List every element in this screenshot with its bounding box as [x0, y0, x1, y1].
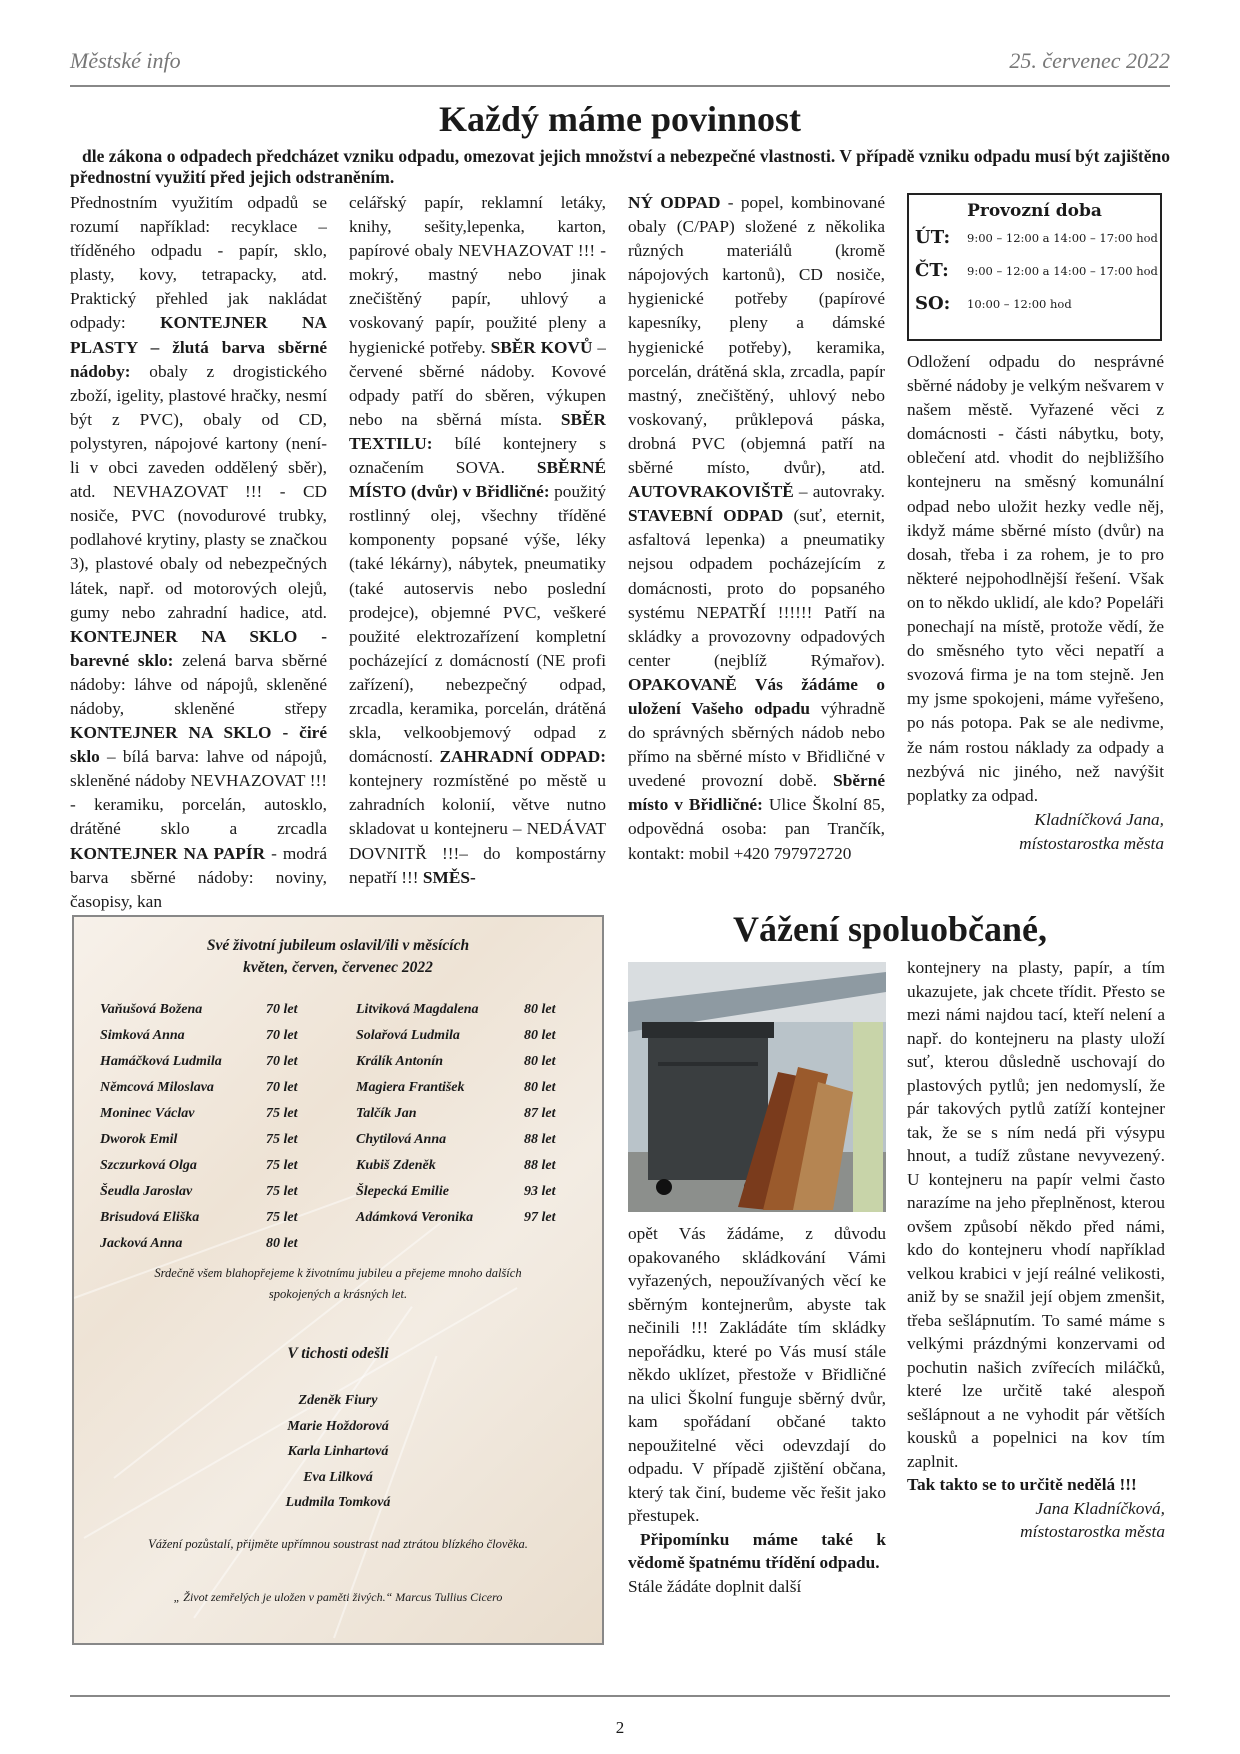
opening-hours-box: [907, 193, 1162, 341]
bold-run: OPAKOVANĚ Vás žádáme o uložení Vašeho odpadu: [628, 674, 885, 718]
jubilee-box: [72, 915, 604, 1645]
bold-run: KONTEJNER NA PAPÍR: [70, 843, 266, 863]
jubilant-name: Kubiš Zdeněk: [356, 1158, 436, 1173]
paragraph: [349, 191, 606, 890]
hours-day: SO:: [915, 293, 951, 314]
article-column-1: [70, 191, 327, 914]
bold-run: STAVEBNÍ ODPAD: [628, 506, 784, 526]
text-run: Ulice Školní 85, odpovědná osoba: pan Trančík, kontakt: mobil +420 797972720: [628, 795, 885, 863]
article-column-3: [628, 191, 885, 866]
article-signature-role: místostarostka města: [1019, 833, 1164, 853]
jubilee-row: [100, 1153, 580, 1179]
jubilant-name: Simková Anna: [100, 1028, 185, 1043]
jubilant-name: Magiera František: [356, 1080, 465, 1095]
paragraph: [628, 1222, 886, 1528]
jubilant-name: Chytilová Anna: [356, 1132, 447, 1147]
bold-run: AUTOVRAKOVIŠTĚ: [628, 482, 794, 502]
jubilant-age: 70 let: [266, 1028, 298, 1043]
text-run: bílé kontejnery s označením SOVA.: [349, 433, 606, 478]
article-signature-name: Kladníčková Jana,: [1034, 809, 1164, 829]
text-run: – červené sběrné nádoby. Kovové odpady patří do sběren, výkupen nebo na sběrná místa.: [349, 337, 606, 429]
deceased-name: Marie Hoždorová: [287, 1418, 389, 1434]
text-run: – bílá barva: lahve od nápojů, skleněné nádoby NEVHAZOVAT !!! - keramiku, porcelán, autosklo, drátěné sklo a zrcadla: [70, 747, 327, 839]
jubilant-age: 80 let: [524, 1054, 556, 1069]
jubilee-row: [100, 997, 580, 1023]
jubilant-name: Brisudová Eliška: [100, 1210, 200, 1225]
hours-day: ČT:: [915, 260, 949, 281]
article-column-4: [907, 350, 1164, 856]
header-publication: Městské info: [70, 48, 181, 73]
paragraph: [628, 1575, 886, 1599]
jubilant-age: 70 let: [266, 1002, 298, 1017]
article-title: Každý máme povinnost: [438, 99, 802, 139]
text-run: Stále žádáte doplnit další: [628, 1576, 802, 1596]
jubilant-age: 70 let: [266, 1054, 298, 1069]
jubilee-row: [100, 1127, 580, 1153]
jubilant-age: 80 let: [266, 1236, 298, 1251]
jubilant-age: 87 let: [524, 1106, 556, 1121]
text-run: kontejnery rozmístěné po městě u zahradních kolonií, větve nutno skladovat u kontejneru – NEDÁVAT DOVNITŘ !!!– do kompostárny nepatří !!!: [349, 771, 606, 887]
waste-containers-photo: [628, 962, 886, 1212]
jubilant-name: Szczurková Olga: [100, 1158, 197, 1173]
page-number: 2: [615, 1718, 625, 1737]
bold-run: SBĚR KOVŮ: [490, 337, 593, 357]
header-date: 25. červenec 2022: [1009, 48, 1170, 73]
deceased-title: V tichosti odešli: [287, 1345, 389, 1362]
bold-run: Sběrné místo v Břidličné:: [628, 771, 885, 815]
jubilee-row: [100, 1179, 580, 1205]
deceased-list: [74, 1393, 602, 1521]
bold-run: KONTEJNER NA SKLO - barevné sklo:: [70, 626, 327, 670]
article2-signature-role: místostarostka města: [1020, 1522, 1165, 1541]
jubilant-name: Adámková Veronika: [356, 1210, 474, 1225]
jubilant-name: Němcová Miloslava: [100, 1080, 214, 1095]
jubilee-list: [100, 997, 580, 1257]
text-run: použitý rostlinný olej, všechny tříděné komponenty popsané výše, léky (také lékárny), nábytek, pneumatiky (také autoservis nebo poslední prodejce), objemné PVC, veškeré použité elektrozařízení kompletní pocházející z domácností (NE profi zařízení), nebezpečný odpad, zrcadla, keramika, porcelán, drátěná skla, velkoobjemový odpad z domácností.: [349, 482, 606, 767]
hours-day: ÚT:: [915, 227, 951, 248]
bold-run: SBĚRNÉ MÍSTO (dvůr) v Břidličné:: [349, 458, 606, 502]
article2-column-1: [628, 1222, 886, 1598]
jubilant-age: 80 let: [524, 1080, 556, 1095]
jubilant-age: 88 let: [524, 1158, 556, 1173]
condolence-text: Vážení pozůstalí, přijměte upřímnou soustrast nad ztrátou blízkého člověka.: [148, 1537, 528, 1551]
text-run: výhradně do správných sběrných nádob nebo přímo na sběrné místo v Břidličné v uvedené provozní době.: [628, 698, 885, 791]
text-run: – autovraky.: [793, 482, 885, 502]
hours-time: 9:00 – 12:00 a 14:00 – 17:00 hod: [967, 263, 1158, 278]
jubilant-name: Solařová Ludmila: [356, 1028, 460, 1043]
text-run: obaly z drogistického zboží, igelity, plastové hračky, nesmí být z PVC), obaly od CD, polystyren, nápojové kartony (není-li v obci zaveden oddělený sběr), atd. NEVHAZOVAT !!! - CD nosiče, PVC (novodurové trubky, podlahové krytiny, plasty se značkou 3), plastové obaly od nebezpečných látek, např. od motorových olejů, gumy nebo zahradní hadice, atd.: [70, 361, 327, 622]
jubilant-age: 75 let: [266, 1106, 298, 1121]
bold-run: Připomínku máme také k vědomě špatnému třídění odpadu.: [628, 1529, 886, 1572]
bold-run: SBĚR TEXTILU:: [349, 409, 606, 453]
jubilant-age: 75 let: [266, 1158, 298, 1173]
jubilant-age: 80 let: [524, 1002, 556, 1017]
jubilant-name: Šlepecká Emilie: [356, 1184, 449, 1199]
jubilee-row: [100, 1049, 580, 1075]
article2-title: Vážení spoluobčané,: [733, 909, 1048, 949]
waste-containers-illustration: [628, 962, 886, 1212]
jubilant-age: 70 let: [266, 1080, 298, 1095]
bold-run: NÝ ODPAD: [628, 193, 721, 212]
hours-row: [909, 254, 1160, 287]
article2-column-2: [907, 956, 1165, 1544]
hours-time: 9:00 – 12:00 a 14:00 – 17:00 hod: [967, 230, 1158, 245]
text-run: - modrá barva sběrné nádoby: noviny, časopisy, kan: [70, 843, 327, 911]
text-run: Přednostním využitím odpadů se rozumí například: recyklace – tříděného odpadu - papír, sklo, plasty, kovy, tetrapacky, atd. Praktický přehled jak nakládat odpady:: [70, 193, 327, 333]
article2-closing: Tak takto se to určitě nedělá !!!: [907, 1475, 1137, 1494]
jubilant-name: Moninec Václav: [100, 1106, 195, 1121]
jubilant-age: 75 let: [266, 1210, 298, 1225]
article2-column-2-text: kontejnery na plasty, papír, a tím ukazujete, jak chcete třídit. Přesto se mezi námi najdou tací, kteří nelení a např. do kontejneru na plasty uloží suť, kterou důsledně uschovají do plastových pytlů; jen nedomyslí, že pár takových pytlů zatíží kontejner tak, že se s ním nedá při výsypu hnout, a tudíž zůstane nevyvezený. U kontejneru na papír velmi často narazíme na jeho přeplněnost, kterou ovšem způsobí někdo před námi, kdo do kontejneru vhodí například velkou krabici v její reálné velikosti, aniž by se snažil její objem zmenšit, třeba sešlápnutím. To samé máme s velkými prázdnými konzervami od pochutin našich zvířecích miláčků, které lze určitě také alespoň sešlápnout a ne vyhodit pár větších kousků a popelnici na kov tím zaplnit.: [907, 958, 1165, 1471]
deceased-name: Karla Linhartová: [287, 1444, 389, 1459]
footer-rule: [70, 1695, 1170, 1697]
jubilant-name: Talčík Jan: [356, 1106, 417, 1121]
jubilee-row: [100, 1075, 580, 1101]
opening-hours-title: Provozní doba: [967, 201, 1102, 221]
hours-row: [909, 221, 1160, 254]
bold-run: KONTEJNER NA SKLO - čiré sklo: [70, 723, 327, 767]
jubilant-age: 80 let: [524, 1028, 556, 1043]
jubilant-name: Hamáčková Ludmila: [100, 1054, 222, 1069]
deceased-name: Zdeněk Fiury: [298, 1393, 378, 1408]
article-lead: dle zákona o odpadech předcházet vzniku odpadu, omezovat jejich množství a nebezpečné vlastnosti. V případě vzniku odpadu musí být zajištěno přednostní využití před jejich odstraněním.: [70, 146, 1170, 187]
jubilee-wish: Srdečně všem blahopřejeme k životnímu jubileu a přejeme mnoho dalších spokojených a krásných let.: [154, 1266, 522, 1301]
article2-signature-name: Jana Kladníčková,: [1035, 1498, 1165, 1518]
jubilee-row: [100, 1101, 580, 1127]
bold-run: ZAHRADNÍ ODPAD:: [439, 747, 606, 767]
jubilant-age: 93 let: [524, 1184, 556, 1199]
jubilant-name: Jacková Anna: [100, 1236, 183, 1251]
jubilant-name: Králík Antonín: [356, 1054, 444, 1069]
jubilant-name: Dworok Emil: [100, 1132, 178, 1147]
jubilee-title-line-1: Své životní jubileum oslavil/ili v měsících: [206, 937, 470, 954]
article-column-4-text: Odložení odpadu do nesprávné sběrné nádoby je velkým nešvarem v našem městě. Vyřazené věci z domácnosti - části nábytku, boty, oblečení atd. vhodit do nejbližšího kontejneru na směsný komunální odpad nebo uložit hezky vedle něj, ikdyž máme sběrné místo (dvůr) na dosah, třeba i za rohem, je to pro některé nejpohodlnější řešení. Však on to někdo uklidí, ale kdo? Popeláři ponechají na místě, protože vědí, že do směsného tyto věci nepatří a svozová firma je na tom stejně. Jen my jsme spokojeni, máme vyřešeno, po nás potopa. Pak se ale nedivme, že nám rostou náklady za odpady a nezbývá nic jiného, než navýšit poplatky za odpad.: [907, 352, 1164, 805]
jubilee-title: [74, 935, 602, 979]
jubilee-row: [100, 1205, 580, 1231]
hours-row: [909, 287, 1160, 320]
bold-run: KONTEJNER NA PLASTY – žlutá barva sběrné nádoby:: [70, 313, 327, 381]
jubilant-age: 75 let: [266, 1132, 298, 1147]
jubilee-title-line-2: květen, červen, červenec 2022: [243, 959, 433, 976]
text-run: opět Vás žádáme, z důvodu opakovaného skládkování Vámi vyřazených, nepoužívaných věcí ke sběrným kontejnerům, abyste tak nečinili !!! Zakládáte tím skládky nepořádku, které po Vás musí stále někdo uklízet, přestože v Břidličné na ulici Školní funguje sběrný dvůr, kam spořádaní občané takto nepoužitelné věci odevzdají do odpadu. V případě zjištění občana, který tak činí, budeme věc řešit jako přestupek.: [628, 1224, 886, 1525]
deceased-name: Eva Lilková: [303, 1469, 373, 1485]
text-run: zelená barva sběrné nádoby: láhve od nápojů, skleněné nádoby, skleněné střepy: [70, 650, 327, 718]
text-run: celářský papír, reklamní letáky, knihy, sešity,lepenka, karton, papírové obaly NEVHAZOVAT !!! - mokrý, mastný nebo jinak znečištěný papír, uhlový a voskovaný papír, použité pleny a hygienické potřeby.: [349, 193, 606, 357]
article-column-2: [349, 191, 606, 890]
bold-run: SMĚS-: [422, 867, 476, 887]
jubilant-name: Vaňušová Božena: [100, 1002, 203, 1017]
paragraph: [628, 1528, 886, 1575]
jubilant-age: 75 let: [266, 1184, 298, 1199]
jubilant-name: Šeudla Jaroslav: [100, 1184, 193, 1199]
cicero-quote: „ Život zemřelých je uložen v paměti živých.“ Marcus Tullius Cicero: [173, 1590, 503, 1604]
jubilant-age: 88 let: [524, 1132, 556, 1147]
header-rule: [70, 85, 1170, 87]
text-run: (suť, eternit, asfaltová lepenka) a pneumatiky nejsou odpadem pocházejícím z domácnosti, proto do popsaného systému NEPATŘÍ !!!!!! Patří na skládky a provozovny odpadových center (nejblíž Rýmařov).: [628, 506, 885, 670]
deceased-name: Ludmila Tomková: [285, 1495, 391, 1510]
jubilee-row: [100, 1231, 580, 1257]
text-run: - popel, kombinované obaly (C/PAP) složené z několika různých materiálů (kromě nápojových kartonů), CD nosiče, hygienické potřeby (papírové kapesníky, pleny a dámské hygienické potřeby), keramika, porcelán, drátěná skla, zrcadla, papír mastný, znečištěný, uhlový nebo voskovaný, průklepová páska, drobná PVC (objemná patří na sběrné místo, dvůr), atd.: [628, 193, 885, 478]
jubilant-age: 97 let: [524, 1210, 556, 1225]
jubilant-name: Litviková Magdalena: [356, 1002, 479, 1017]
paragraph: [70, 191, 327, 914]
jubilee-row: [100, 1023, 580, 1049]
hours-time: 10:00 – 12:00 hod: [967, 296, 1072, 311]
paragraph: [628, 191, 885, 866]
